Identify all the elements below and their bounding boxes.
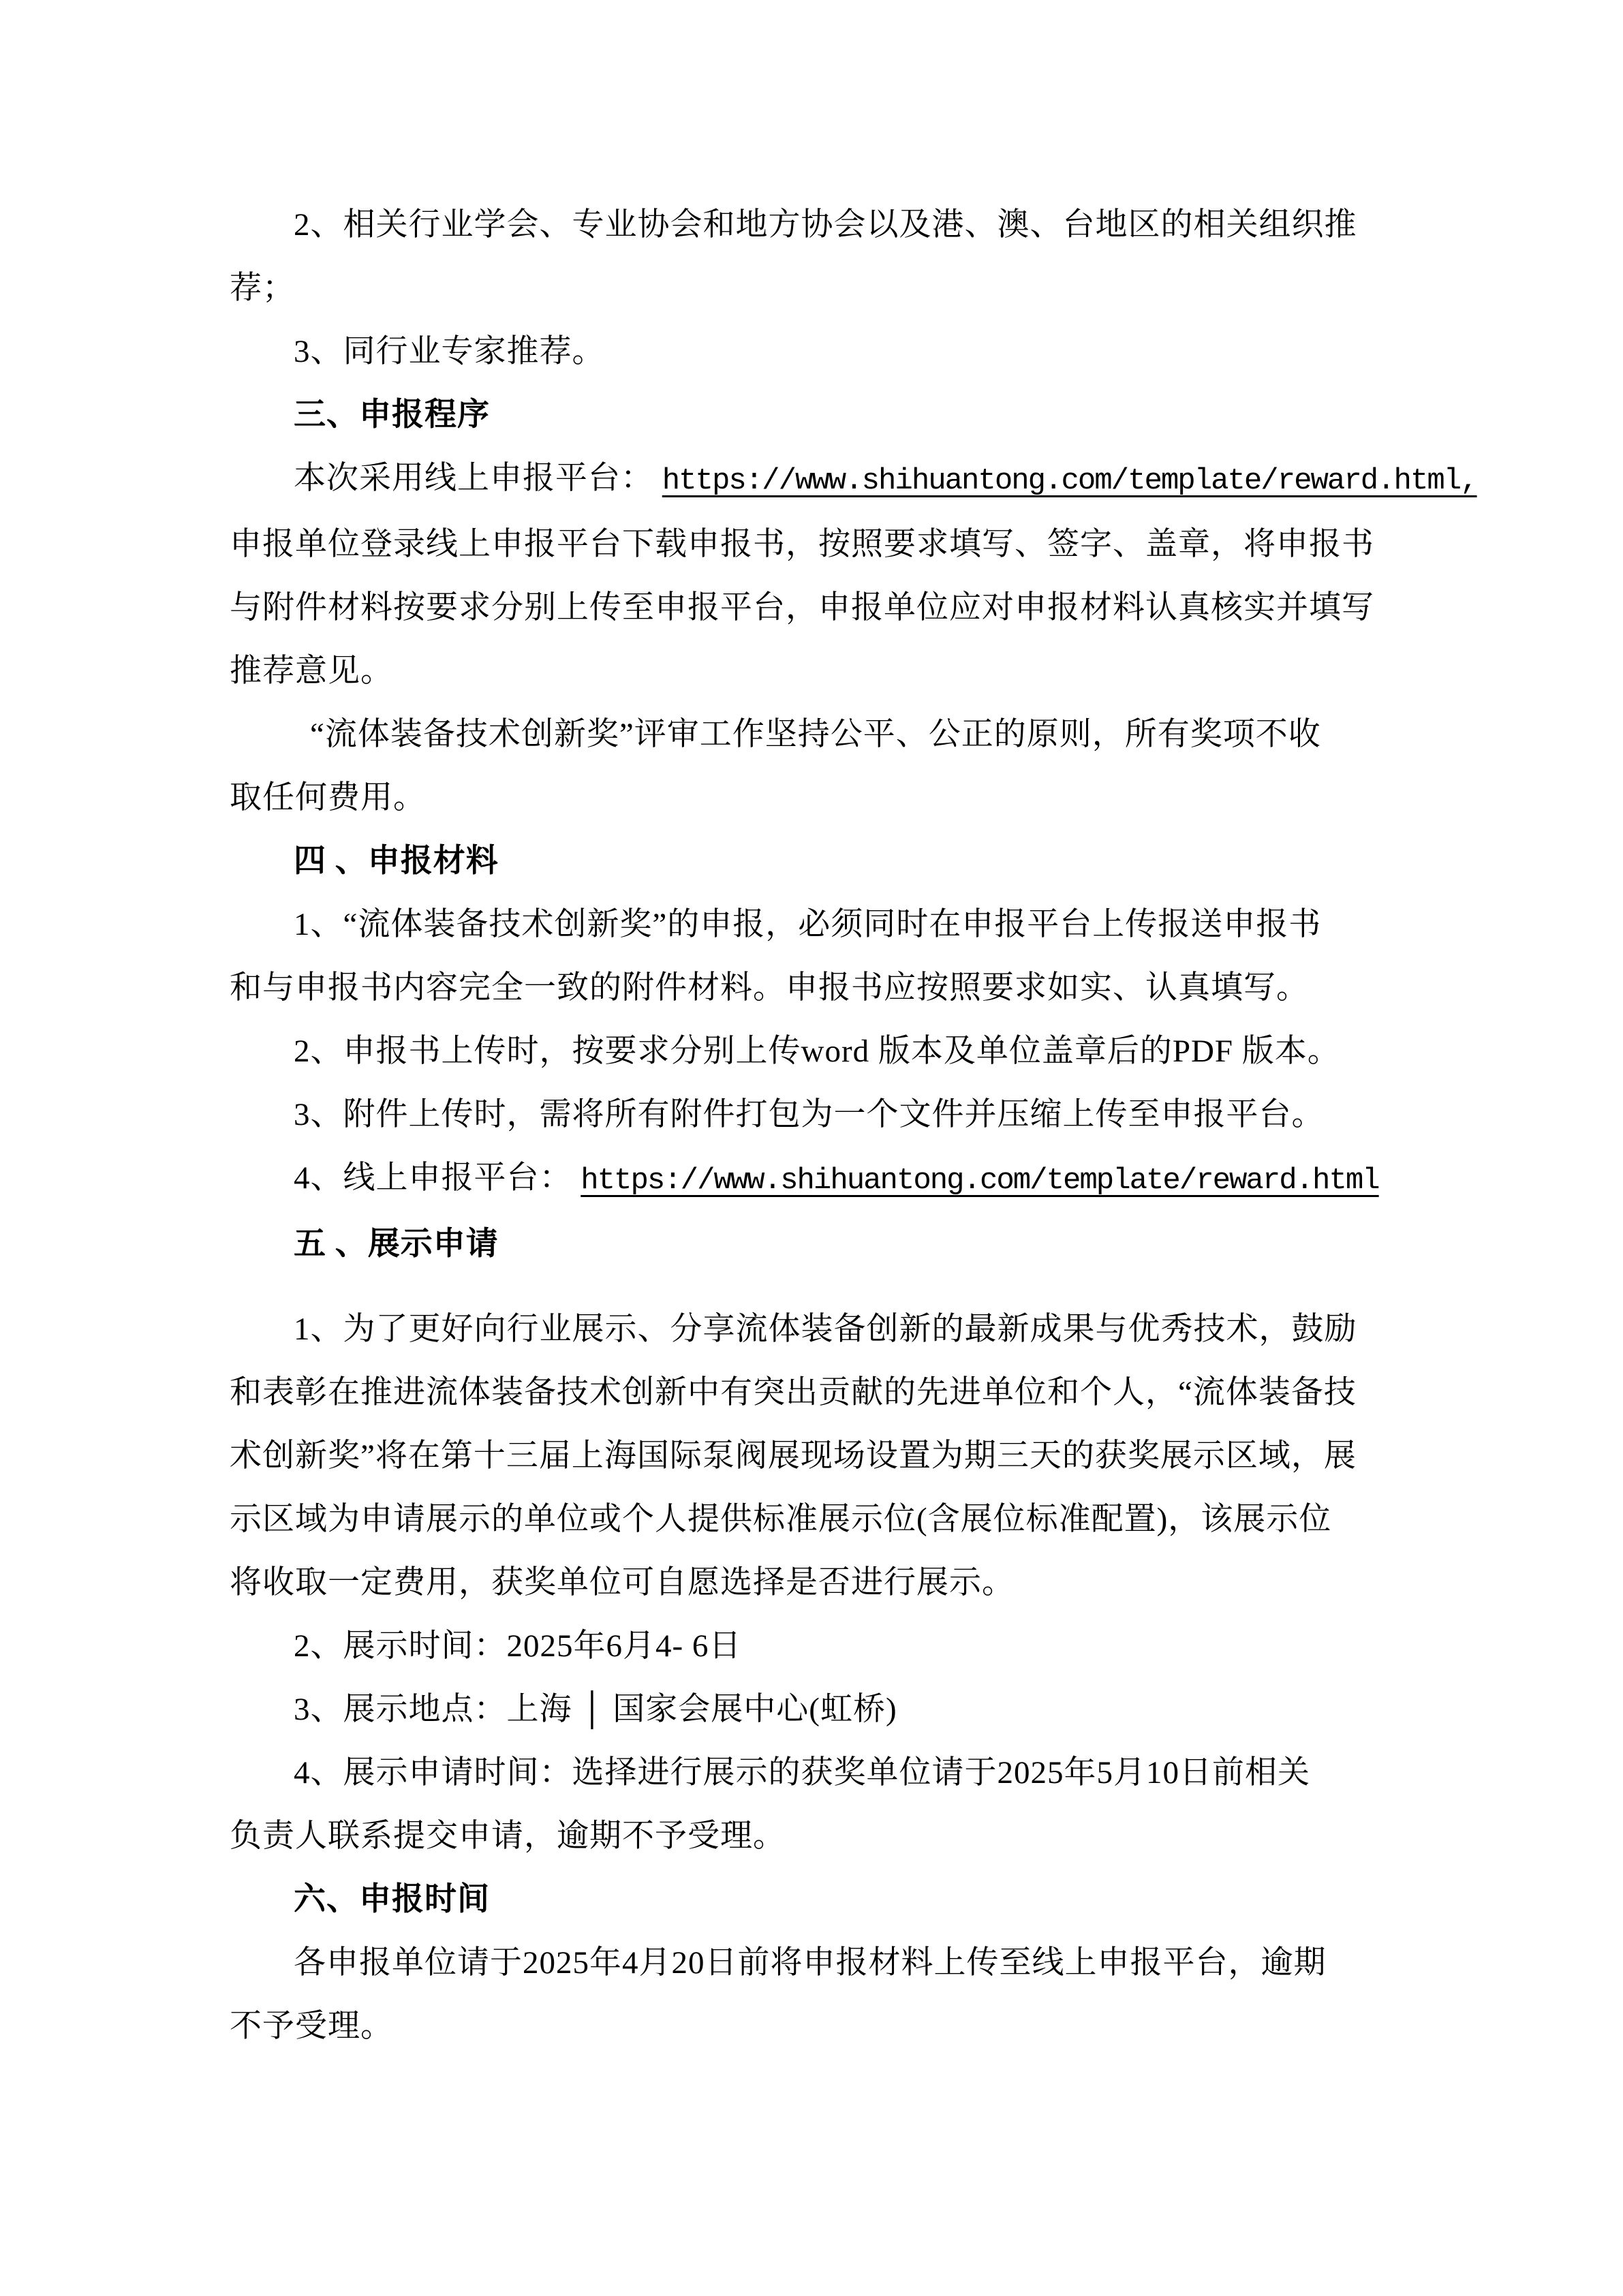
text-segment: 不予受理。: [230, 2008, 393, 2044]
section-heading: [230, 384, 1398, 447]
text-line: [230, 703, 1398, 766]
text-line: [230, 1083, 1398, 1147]
text-segment: 申报单位登录线上申报平台下载申报书，按照要求填写、签字、盖章，将申报书: [230, 527, 1374, 562]
text-segment: 术创新奖”将在第十三届上海国际泵阀展现场设置为期三天的获奖展示区域，展: [230, 1438, 1357, 1474]
text-line: [230, 1147, 1398, 1213]
text-line: [230, 1298, 1398, 1361]
text-segment: 推荐意见。: [230, 653, 393, 689]
text-line: [230, 1932, 1398, 1995]
text-line: [230, 1020, 1398, 1083]
text-line: [230, 1361, 1398, 1425]
text-line: [230, 893, 1398, 957]
text-segment: 六、申报时间: [294, 1882, 490, 1917]
text-line: [230, 193, 1398, 257]
text-line: [230, 320, 1398, 384]
text-line: [230, 576, 1398, 640]
text-segment: 与附件材料按要求分别上传至申报平台，申报单位应对申报材料认真核实并填写: [230, 590, 1374, 625]
document-body: [230, 193, 1477, 2058]
text-segment: 四 、申报材料: [294, 843, 499, 879]
text-line: [230, 447, 1477, 513]
text-segment: “流体装备技术创新奖”评审工作坚持公平、公正的原则，所有奖项不收: [310, 717, 1321, 752]
text-segment: 1、“流体装备技术创新奖”的申报，必须同时在申报平台上传报送申报书: [294, 907, 1322, 942]
text-line: [230, 766, 1398, 830]
text-segment: 2、申报书上传时，按要求分别上传word 版本及单位盖章后的PDF 版本。: [294, 1034, 1340, 1069]
text-line: [230, 1551, 1398, 1615]
reward-platform-link[interactable]: https://www.shihuantong.com/template/reward.html: [581, 1164, 1379, 1198]
text-segment: 3、同行业专家推荐。: [294, 334, 605, 369]
text-segment: 3、展示地点：上海 │ 国家会展中心(虹桥): [294, 1692, 897, 1727]
text-segment: 三、申报程序: [294, 397, 490, 433]
text-segment: 五 、展示申请: [294, 1226, 499, 1262]
text-segment: 1、为了更好向行业展示、分享流体装备创新的最新成果与优秀技术，鼓励: [294, 1312, 1357, 1347]
text-line: [230, 1425, 1398, 1488]
text-segment: 4、展示申请时间：选择进行展示的获奖单位请于2025年5月10日前相关: [294, 1755, 1310, 1790]
text-segment: 2、相关行业学会、专业协会和地方协会以及港、澳、台地区的相关组织推: [294, 207, 1357, 243]
text-segment: 3、附件上传时，需将所有附件打包为一个文件并压缩上传至申报平台。: [294, 1097, 1325, 1132]
section-heading: [230, 1213, 1398, 1276]
text-segment: 各申报单位请于2025年4月20日前将申报材料上传至线上申报平台，逾期: [294, 1945, 1327, 1981]
text-line: [230, 1741, 1398, 1805]
section-heading: [230, 830, 1398, 893]
text-line: [230, 257, 1398, 320]
text-segment: 本次采用线上申报平台：: [294, 461, 662, 496]
text-segment: 取任何费用。: [230, 780, 426, 816]
text-segment: 示区域为申请展示的单位或个人提供标准展示位(含展位标准配置)，该展示位: [230, 1502, 1332, 1537]
text-segment: 荐；: [230, 270, 295, 306]
text-line: [230, 1615, 1398, 1678]
text-line: [230, 1678, 1398, 1741]
text-segment: 和表彰在推进流体装备技术创新中有突出贡献的先进单位和个人，“流体装备技: [230, 1375, 1357, 1410]
reward-platform-link[interactable]: https://www.shihuantong.com/template/reward.html,: [662, 464, 1477, 498]
text-line: [230, 957, 1398, 1020]
text-segment: 2、展示时间：2025年6月4- 6日: [294, 1628, 742, 1664]
text-line: [230, 640, 1398, 703]
text-segment: 和与申报书内容完全一致的附件材料。申报书应按照要求如实、认真填写。: [230, 970, 1309, 1006]
text-line: [230, 513, 1398, 576]
section-heading: [230, 1868, 1398, 1932]
text-line: [230, 1488, 1398, 1551]
text-segment: 将收取一定费用，获奖单位可自愿选择是否进行展示。: [230, 1565, 1015, 1600]
text-line: [230, 1805, 1398, 1868]
text-segment: 负责人联系提交申请，逾期不予受理。: [230, 1818, 786, 1854]
text-line: [230, 1995, 1398, 2058]
text-segment: 4、线上申报平台：: [294, 1160, 581, 1196]
